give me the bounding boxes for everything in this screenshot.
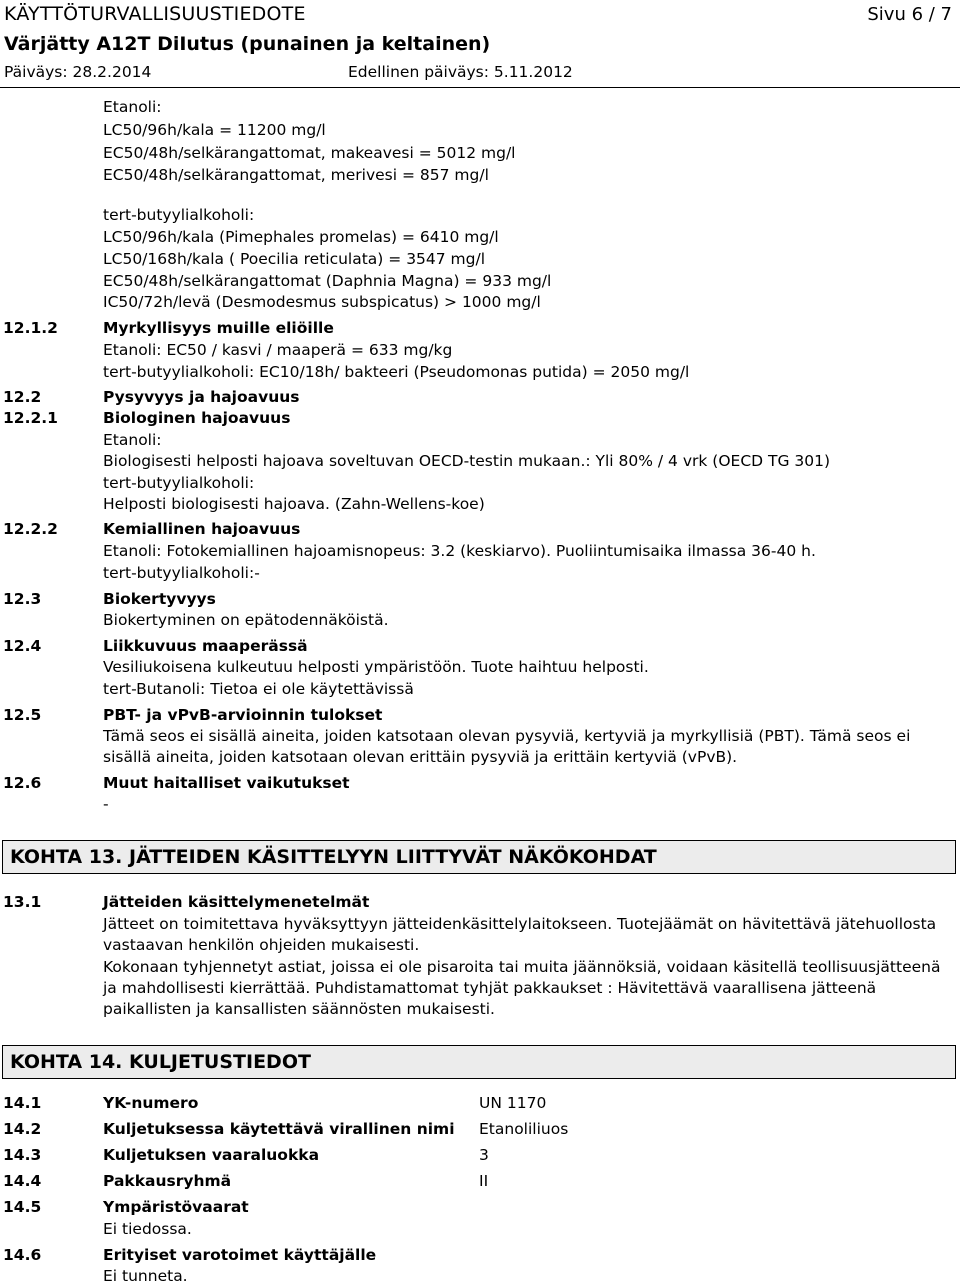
section-number: 14.3 — [3, 1146, 42, 1164]
text-line: - — [103, 795, 109, 813]
eco-line: LC50/96h/kala (Pimephales promelas) = 6410 mg/l — [103, 228, 499, 246]
section-title: Jätteiden käsittelymenetelmät — [103, 893, 370, 911]
text-line: tert-Butanoli: Tietoa ei ole käytettävissä — [103, 680, 414, 698]
section-number: 12.2.2 — [3, 520, 58, 538]
section-number: 12.1.2 — [3, 319, 58, 337]
section-title: Kemiallinen hajoavuus — [103, 520, 301, 538]
section-value: 3 — [479, 1146, 489, 1164]
text-line: Etanoli: EC50 / kasvi / maaperä = 633 mg/kg — [103, 341, 453, 359]
section-number: 12.2.1 — [3, 409, 58, 427]
section-title: Erityiset varotoimet käyttäjälle — [103, 1246, 377, 1264]
issue-date: Päiväys: 28.2.2014 — [4, 63, 152, 81]
text-line: tert-butyylialkoholi: EC10/18h/ bakteeri (Pseudomonas putida) = 2050 mg/l — [103, 363, 690, 381]
section-number: 14.1 — [3, 1094, 42, 1112]
section-value: II — [479, 1172, 489, 1190]
header-divider — [0, 87, 960, 88]
text-line: Etanoli: — [103, 431, 162, 449]
section-title: Pakkausryhmä — [103, 1172, 232, 1190]
text-line: Ei tiedossa. — [103, 1220, 192, 1238]
section-number: 12.2 — [3, 388, 42, 406]
section-heading-14: KOHTA 14. KULJETUSTIEDOT — [2, 1045, 956, 1079]
eco-line: tert-butyylialkoholi: — [103, 206, 255, 224]
text-paragraph: Kokonaan tyhjennetyt astiat, joissa ei ole pisaroita tai muita jäännöksiä, voidaan käsitellä teollisuusjätteenä ja mahdollisesti kierrättää. Puhdistamattomat tyhjät pakkaukset : Hävitettävä vaarallisena jätteenä paikallisten ja kansallisten säännösten mukaisesti. — [103, 958, 941, 1018]
eco-line: EC50/48h/selkärangattomat (Daphnia Magna) = 933 mg/l — [103, 272, 552, 290]
eco-line: EC50/48h/selkärangattomat, makeavesi = 5012 mg/l — [103, 144, 516, 162]
section-number: 14.6 — [3, 1246, 42, 1264]
text-line: tert-butyylialkoholi:- — [103, 564, 260, 582]
section-title: PBT- ja vPvB-arvioinnin tulokset — [103, 706, 383, 724]
section-value: Etanoliliuos — [479, 1120, 569, 1138]
text-line: Biokertyminen on epätodennäköistä. — [103, 611, 389, 629]
section-number: 14.2 — [3, 1120, 42, 1138]
text-line: tert-butyylialkoholi: — [103, 474, 255, 492]
section-number: 12.4 — [3, 637, 42, 655]
text-line: Biologisesti helposti hajoava soveltuvan OECD-testin mukaan.: Yli 80% / 4 vrk (OECD TG 301) — [103, 452, 831, 470]
section-title: Biologinen hajoavuus — [103, 409, 291, 427]
eco-line: LC50/96h/kala = 11200 mg/l — [103, 121, 326, 139]
eco-line: LC50/168h/kala ( Poecilia reticulata) = 3547 mg/l — [103, 250, 486, 268]
section-heading-13: KOHTA 13. JÄTTEIDEN KÄSITTELYYN LIITTYVÄT NÄKÖKOHDAT — [2, 840, 956, 874]
text-line: Helposti biologisesti hajoava. (Zahn-Wellens-koe) — [103, 495, 485, 513]
section-title: Muut haitalliset vaikutukset — [103, 774, 350, 792]
document-type: KÄYTTÖTURVALLISUUSTIEDOTE — [4, 3, 306, 25]
previous-date: Edellinen päiväys: 5.11.2012 — [348, 63, 573, 81]
section-title: Biokertyvyys — [103, 590, 216, 608]
section-title: Kuljetuksen vaaraluokka — [103, 1146, 320, 1164]
section-number: 13.1 — [3, 893, 42, 911]
eco-line: IC50/72h/levä (Desmodesmus subspicatus) > 1000 mg/l — [103, 293, 541, 311]
page-number: Sivu 6 / 7 — [867, 4, 952, 25]
product-name: Värjätty A12T DiIutus (punainen ja keltainen) — [4, 33, 491, 55]
text-line: Ei tunneta. — [103, 1267, 188, 1285]
eco-line: Etanoli: — [103, 98, 162, 116]
section-number: 14.4 — [3, 1172, 42, 1190]
text-line: Vesiliukoisena kulkeutuu helposti ympäristöön. Tuote haihtuu helposti. — [103, 658, 649, 676]
section-title: YK-numero — [103, 1094, 199, 1112]
section-number: 12.6 — [3, 774, 42, 792]
text-line: Etanoli: Fotokemiallinen hajoamisnopeus: 3.2 (keskiarvo). Puoliintumisaika ilmassa 36-40 h. — [103, 542, 816, 560]
section-title: Liikkuvuus maaperässä — [103, 637, 308, 655]
eco-line: EC50/48h/selkärangattomat, merivesi = 857 mg/l — [103, 166, 489, 184]
section-title: Myrkyllisyys muille eliöille — [103, 319, 334, 337]
section-title: Pysyvyys ja hajoavuus — [103, 388, 300, 406]
section-number: 12.3 — [3, 590, 42, 608]
section-title: Kuljetuksessa käytettävä virallinen nimi — [103, 1120, 455, 1138]
section-title: Ympäristövaarat — [103, 1198, 249, 1216]
section-value: UN 1170 — [479, 1094, 547, 1112]
text-paragraph: Jätteet on toimitettava hyväksyttyyn jätteidenkäsittelylaitokseen. Tuotejäämät on hävitettävä jätehuollosta vastaavan henkilön ohjeiden mukaisesti. — [103, 915, 937, 954]
section-number: 12.5 — [3, 706, 42, 724]
text-paragraph: Tämä seos ei sisällä aineita, joiden katsotaan olevan pysyviä, kertyviä ja myrkyllisiä (PBT). Tämä seos ei sisällä aineita, joiden katsotaan olevan erittäin pysyviä ja erittäin kertyviä (vPvB). — [103, 727, 911, 766]
section-number: 14.5 — [3, 1198, 42, 1216]
